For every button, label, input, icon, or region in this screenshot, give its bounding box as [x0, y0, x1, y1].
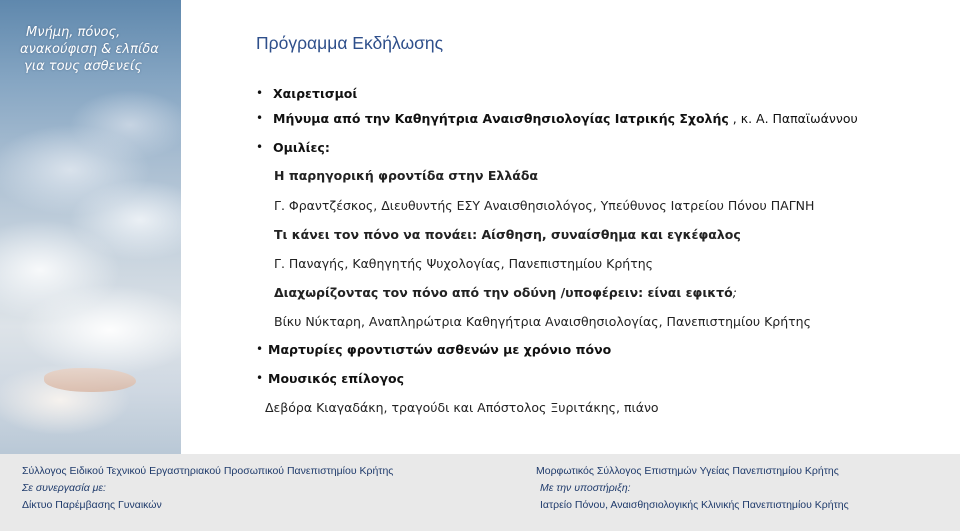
talk-2-speaker: Γ. Παναγής, Καθηγητής Ψυχολογίας, Πανεπιστημίου Κρήτης: [274, 256, 653, 271]
footer-left-label: Σε συνεργασία με:: [22, 482, 106, 494]
item-greetings: Χαιρετισμοί: [273, 86, 358, 101]
footer-right-org: Μορφωτικός Σύλλογος Επιστημών Υγείας Πανεπιστημίου Κρήτης: [536, 465, 839, 477]
talk-1-title: Η παρηγορική φροντίδα στην Ελλάδα: [274, 168, 538, 183]
footer-right-partner: Ιατρείο Πόνου, Αναισθησιολογικής Κλινικής Πανεπιστημίου Κρήτης: [540, 499, 849, 511]
bullet-icon: •: [256, 140, 264, 154]
talk-3-title-row: [274, 285, 737, 300]
talk-2-title: Τι κάνει τον πόνο να πονάει: Αίσθηση, συναίσθημα και εγκέφαλος: [274, 227, 741, 242]
sidebar-title-line-2: ανακούφιση & ελπίδα: [20, 42, 159, 57]
bullet-icon: •: [256, 371, 264, 385]
sidebar-title: [18, 24, 178, 75]
footer-right-label: Με την υποστήριξη:: [540, 482, 631, 494]
item-testimonies: Μαρτυρίες φροντιστών ασθενών με χρόνιο πόνο: [268, 342, 612, 357]
footer-left-org: Σύλλογος Ειδικού Τεχνικού Εργαστηριακού Προσωπικού Πανεπιστημίου Κρήτης: [22, 465, 394, 477]
message-title: Μήνυμα από την Καθηγήτρια Αναισθησιολογίας Ιατρικής Σχολής: [273, 111, 729, 126]
bullet-icon: •: [256, 342, 264, 356]
item-epilogue: Μουσικός επίλογος: [268, 371, 405, 386]
sidebar-image: [0, 0, 181, 454]
message-speaker: , κ. Α. Παπαϊωάννου: [728, 111, 858, 126]
bullet-icon: •: [256, 111, 264, 125]
item-message: [273, 111, 858, 126]
talk-3-title-suffix: ;: [732, 285, 737, 300]
talk-3-speaker: Βίκυ Νύκταρη, Αναπληρώτρια Καθηγήτρια Αναισθησιολογίας, Πανεπιστημίου Κρήτης: [274, 314, 811, 329]
footer-left-partner: Δίκτυο Παρέμβασης Γυναικών: [22, 499, 162, 511]
sidebar-title-line-3: για τους ασθενείς: [24, 59, 142, 74]
bullet-icon: •: [256, 86, 264, 100]
talk-1-speaker: Γ. Φραντζέσκος, Διευθυντής ΕΣΥ Αναισθησιολόγος, Υπεύθυνος Ιατρείου Πόνου ΠΑΓΝΗ: [274, 198, 815, 213]
talk-3-title: Διαχωρίζοντας τον πόνο από την οδύνη /υποφέρειν: είναι εφικτό: [274, 285, 733, 300]
item-talks-label: Ομιλίες:: [273, 140, 330, 155]
hands-image: [44, 368, 136, 392]
sidebar-title-line-1: Μνήμη, πόνος,: [26, 25, 121, 40]
footer: [0, 454, 960, 531]
page-title: Πρόγραμμα Εκδήλωσης: [256, 33, 444, 53]
epilogue-performers: Δεβόρα Κιαγαδάκη, τραγούδι και Απόστολος Ξυριτάκης, πιάνο: [265, 400, 659, 415]
